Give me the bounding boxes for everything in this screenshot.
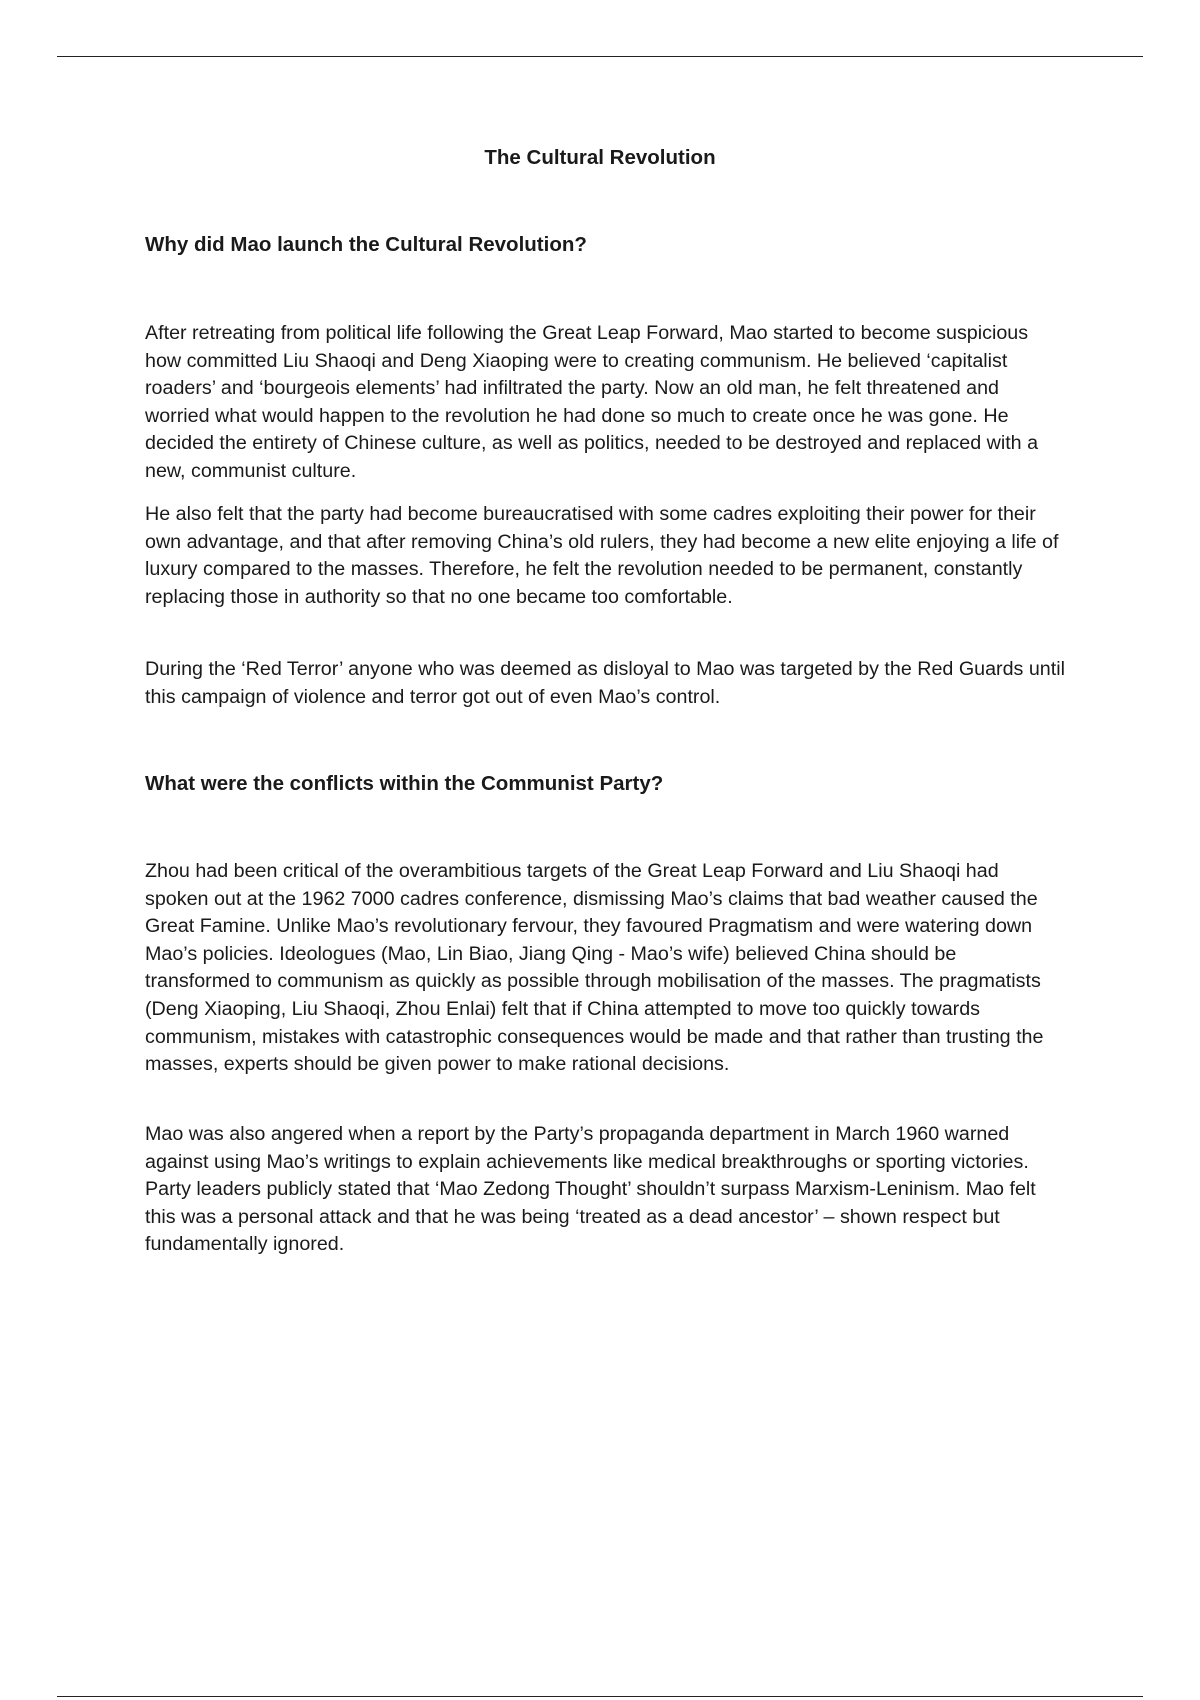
section-heading-party-conflicts: What were the conflicts within the Communist Party?	[145, 772, 664, 795]
paragraph: Mao was also angered when a report by the Party’s propaganda department in March 1960 warned against using Mao’s writings to explain achievements like medical breakthroughs or sporting victories. Party leaders publicly stated that ‘Mao Zedong Thought’ shouldn’t surpass Marxism-Leninism. Mao felt this was a personal attack and that he was being ‘treated as a dead ancestor’ – shown respect but fundamentally ignored.	[145, 1123, 1036, 1256]
header-rule	[57, 56, 1143, 57]
section-heading-why-launch: Why did Mao launch the Cultural Revolution?	[145, 233, 587, 256]
paragraph: He also felt that the party had become bureaucratised with some cadres exploiting their power for their own advantage, and that after removing China’s old rulers, they had become a new elite enjoying a life of luxury compared to the masses. Therefore, he felt the revolution needed to be permanent, constantly replacing those in authority so that no one became too comfortable.	[145, 503, 1059, 608]
paragraph: After retreating from political life following the Great Leap Forward, Mao started to become suspicious how committed Liu Shaoqi and Deng Xiaoping were to creating communism. He believed ‘capitalist roaders’ and ‘bourgeois elements’ had infiltrated the party. Now an old man, he felt threatened and worried what would happen to the revolution he had done so much to create once he was gone. He decided the entirety of Chinese culture, as well as politics, needed to be destroyed and replaced with a new, communist culture.	[145, 322, 1039, 482]
paragraph: Zhou had been critical of the overambitious targets of the Great Leap Forward and Liu Shaoqi had spoken out at the 1962 7000 cadres conference, dismissing Mao’s claims that bad weather caused the Great Famine. Unlike Mao’s revolutionary fervour, they favoured Pragmatism and were watering down Mao’s policies. Ideologues (Mao, Lin Biao, Jiang Qing - Mao’s wife) believed China should be transformed to communism as quickly as possible through mobilisation of the masses. The pragmatists (Deng Xiaoping, Liu Shaoqi, Zhou Enlai) felt that if China attempted to move too quickly towards communism, mistakes with catastrophic consequences would be made and that rather than trusting the masses, experts should be given power to make rational decisions.	[145, 860, 1044, 1076]
paragraph: During the ‘Red Terror’ anyone who was deemed as disloyal to Mao was targeted by the Red Guards until this campaign of violence and terror got out of even Mao’s control.	[145, 658, 1065, 708]
footer-rule	[57, 1696, 1143, 1697]
document-title: The Cultural Revolution	[484, 146, 716, 169]
